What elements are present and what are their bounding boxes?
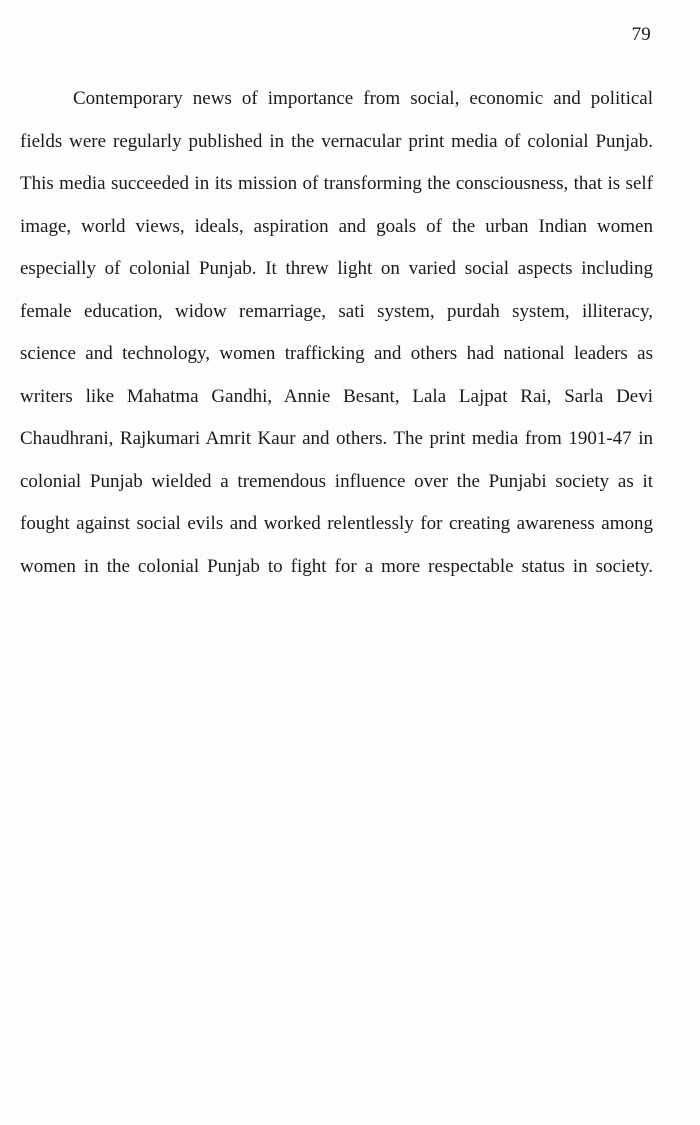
body-paragraph: Contemporary news of importance from social, economic and political fields were regularly published in the vernacular print media of colonial Punjab. This media succeeded in its mission of transforming the consciousness, that is self image, world views, ideals, aspiration and goals of the urban Indian women especially of colonial Punjab. It threw light on varied social aspects including female education, widow remarriage, sati system, purdah system, illiteracy, science and technology, women trafficking and others had national leaders as writers like Mahatma Gandhi, Annie Besant, Lala Lajpat Rai, Sarla Devi Chaudhrani, Rajkumari Amrit Kaur and others. The print media from 1901-47 in colonial Punjab wielded a tremendous influence over the Punjabi society as it fought against social evils and worked relentlessly for creating awareness among women in the colonial Punjab to fight for a more respectable status in society.: [20, 88, 653, 577]
page-number: 79: [631, 24, 651, 45]
page-header: [0, 22, 700, 48]
body-text-column: [20, 78, 653, 631]
